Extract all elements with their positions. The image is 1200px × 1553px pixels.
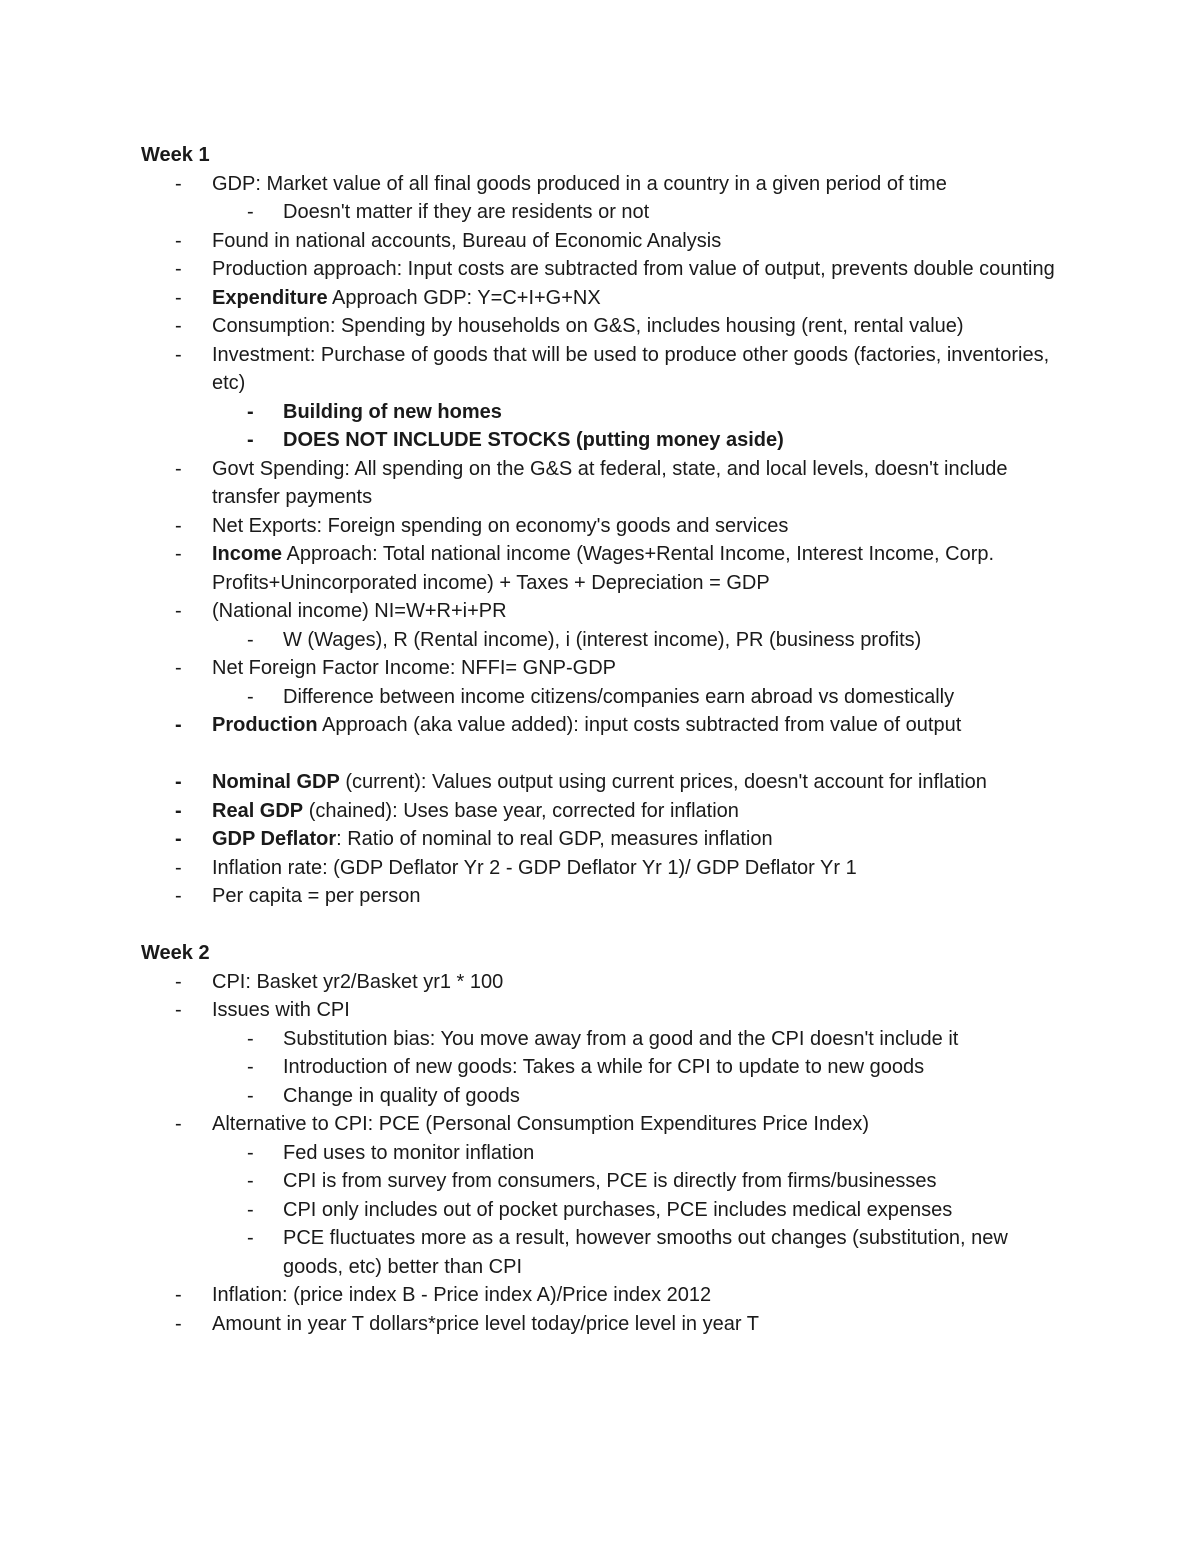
bullet-dash: - (247, 1056, 254, 1078)
bold-term: Expenditure (212, 286, 328, 309)
item-text: Approach GDP: Y=C+I+G+NX (327, 286, 601, 309)
item-text: Consumption: Spending by households on G&S, includes housing (rent, rental value) (212, 315, 964, 337)
sub-list-item (141, 198, 1071, 227)
list-item (141, 227, 1071, 256)
list-item (141, 1310, 1071, 1339)
list-item (141, 312, 1071, 341)
list-item (141, 1110, 1071, 1139)
item-text: Approach (aka value added): input costs subtracted from value of output (317, 714, 962, 736)
item-text: Substitution bias: You move away from a good and the CPI doesn't include it (283, 1027, 959, 1050)
item-text: Issues with CPI (212, 999, 350, 1021)
list-item (141, 170, 1071, 199)
item-text: Inflation: (price index B - Price index A)/Price index 2012 (212, 1284, 712, 1306)
list-item (141, 825, 1071, 854)
list-item (141, 996, 1071, 1025)
bullet-dash: - (247, 1198, 254, 1221)
bullet-dash: - (175, 771, 182, 793)
item-text: Alternative to CPI: PCE (Personal Consumption Expenditures Price Index) (212, 1113, 869, 1135)
bullet-dash: - (175, 229, 182, 252)
bold-term: Production (212, 714, 318, 736)
bullet-dash: - (175, 999, 182, 1021)
bullet-dash: - (175, 258, 182, 280)
bullet-dash: - (175, 543, 182, 565)
item-text: PCE fluctuates more as a result, however smooths out changes (substitution, new goods, etc) better than CPI (283, 1227, 1008, 1278)
item-text: Investment: Purchase of goods that will be used to produce other goods (factories, inventories, etc) (212, 343, 1050, 394)
bullet-dash: - (175, 885, 182, 907)
item-text: Net Exports: Foreign spending on economy's goods and services (212, 514, 789, 537)
list-item (141, 654, 1071, 683)
sub-list-item (141, 1196, 1071, 1225)
bullet-dash: - (247, 628, 254, 651)
sub-list-item (141, 1139, 1071, 1168)
item-text: Govt Spending: All spending on the G&S at federal, state, and local levels, doesn't include transfer payments (212, 457, 1008, 508)
item-text: Introduction of new goods: Takes a while for CPI to update to new goods (283, 1056, 925, 1078)
list-item (141, 968, 1071, 997)
bold-term: GDP Deflator (212, 828, 337, 850)
bullet-dash: - (175, 172, 182, 195)
sub-list-item (141, 1224, 1071, 1281)
item-text: Net Foreign Factor Income: NFFI= GNP-GDP (212, 657, 616, 679)
list-item (141, 768, 1071, 797)
bold-term: Income (212, 543, 283, 565)
sub-list-item (141, 1053, 1071, 1082)
bullet-dash: - (175, 828, 182, 850)
bullet-dash: - (175, 970, 182, 993)
list-item (141, 255, 1071, 284)
notes-content (141, 141, 1071, 1338)
bullet-dash: - (175, 657, 182, 679)
item-text: Found in national accounts, Bureau of Economic Analysis (212, 229, 722, 252)
week-2-heading: Week 2 (141, 942, 210, 964)
sub-list-item (141, 683, 1071, 712)
bullet-dash: - (175, 1113, 182, 1135)
sub-list-item (141, 426, 1071, 455)
item-text: Difference between income citizens/companies earn abroad vs domestically (283, 685, 955, 708)
list-item (141, 711, 1071, 740)
blank-line (141, 911, 1071, 940)
item-text: (chained): Uses base year, corrected for inflation (303, 799, 739, 822)
sub-list-item (141, 1082, 1071, 1111)
bold-term: Nominal GDP (212, 771, 340, 793)
item-text: Per capita = per person (212, 885, 421, 907)
item-text: (current): Values output using current prices, doesn't account for inflation (339, 771, 987, 793)
bold-term: Real GDP (212, 799, 304, 822)
bullet-dash: - (247, 201, 254, 223)
item-text: GDP: Market value of all final goods produced in a country in a given period of time (212, 172, 947, 195)
item-text: (National income) NI=W+R+i+PR (212, 600, 507, 622)
bullet-dash: - (247, 429, 254, 451)
item-text: Doesn't matter if they are residents or not (283, 201, 650, 223)
list-item (141, 797, 1071, 826)
bullet-dash: - (175, 286, 182, 309)
week-2-list (141, 968, 1071, 1339)
list-item (141, 1281, 1071, 1310)
bullet-dash: - (247, 1027, 254, 1050)
bullet-dash: - (247, 685, 254, 708)
bullet-dash: - (247, 1227, 254, 1249)
item-text: CPI: Basket yr2/Basket yr1 * 100 (212, 970, 504, 993)
bullet-dash: - (175, 1284, 182, 1306)
item-text: Production approach: Input costs are subtracted from value of output, prevents double counting (212, 258, 1055, 280)
week-1-heading: Week 1 (141, 144, 210, 166)
bullet-dash: - (247, 1170, 254, 1192)
item-text: Change in quality of goods (283, 1084, 520, 1107)
bold-term: Building of new homes (283, 400, 502, 423)
bullet-dash: - (247, 1141, 254, 1164)
bullet-dash: - (247, 1084, 254, 1107)
list-item (141, 882, 1071, 911)
list-item (141, 341, 1071, 398)
item-text: Fed uses to monitor inflation (283, 1141, 535, 1164)
item-text: : Ratio of nominal to real GDP, measures inflation (336, 828, 773, 850)
list-item (141, 512, 1071, 541)
item-text: Approach: Total national income (Wages+Rental Income, Interest Income, Corp. Profits+Unincorporated income) + Taxes + Depreciation = GDP (212, 543, 995, 594)
list-item (141, 854, 1071, 883)
bullet-dash: - (175, 514, 182, 537)
bullet-dash: - (175, 856, 182, 879)
sub-list-item (141, 626, 1071, 655)
list-item (141, 540, 1071, 597)
item-text: Inflation rate: (GDP Deflator Yr 2 - GDP Deflator Yr 1)/ GDP Deflator Yr 1 (212, 856, 857, 879)
bullet-dash: - (175, 315, 182, 337)
bullet-dash: - (175, 799, 182, 822)
bullet-dash: - (175, 457, 182, 480)
sub-list-item (141, 1025, 1071, 1054)
bold-term: DOES NOT INCLUDE STOCKS (putting money aside) (283, 429, 784, 451)
bullet-dash: - (175, 600, 182, 622)
item-text: CPI is from survey from consumers, PCE is directly from firms/businesses (283, 1170, 937, 1192)
list-item (141, 597, 1071, 626)
list-item (141, 455, 1071, 512)
list-item (141, 284, 1071, 313)
item-text: CPI only includes out of pocket purchases, PCE includes medical expenses (283, 1198, 953, 1221)
item-text: Amount in year T dollars*price level today/price level in year T (212, 1312, 759, 1335)
bullet-dash: - (175, 714, 182, 736)
sub-list-item (141, 1167, 1071, 1196)
bullet-dash: - (247, 400, 254, 423)
item-text: W (Wages), R (Rental income), i (interest income), PR (business profits) (283, 628, 922, 651)
week-1-list-continued (141, 768, 1071, 911)
sub-list-item (141, 398, 1071, 427)
week-1-list (141, 170, 1071, 740)
bullet-dash: - (175, 343, 182, 366)
blank-line (141, 740, 1071, 769)
bullet-dash: - (175, 1312, 182, 1335)
